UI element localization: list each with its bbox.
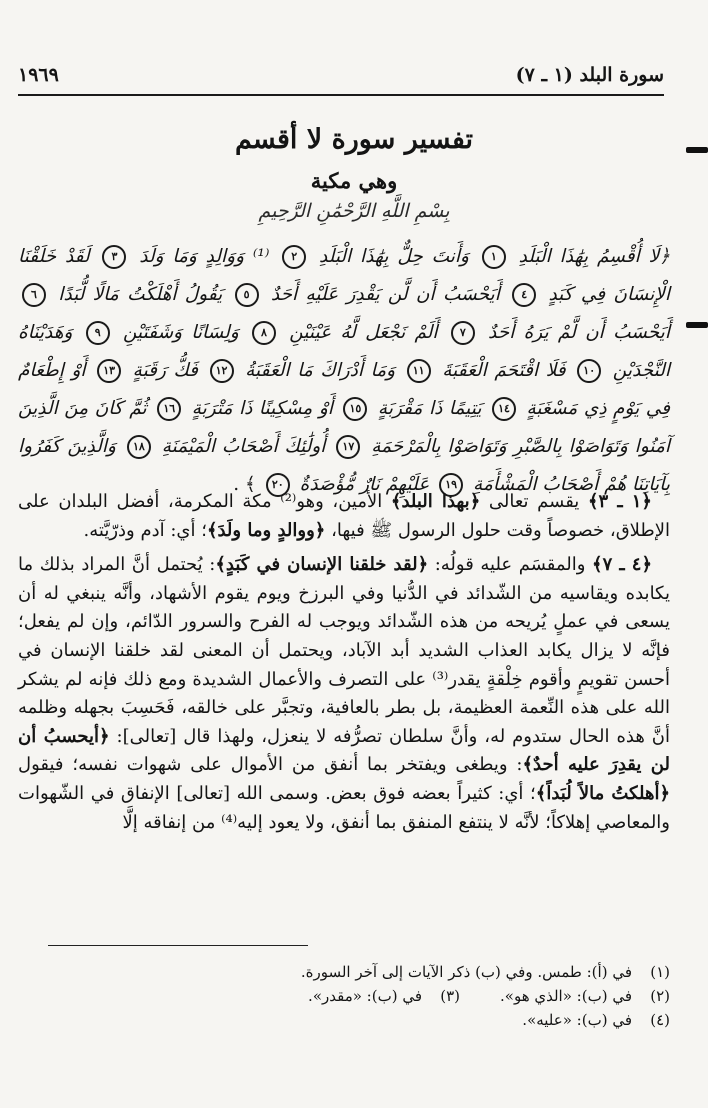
verse-number-marker: ١٧: [336, 435, 360, 459]
page-number: ١٩٦٩: [18, 64, 59, 86]
verse-text: فَلَا اقْتَحَمَ الْعَقَبَةَ: [434, 360, 566, 381]
basmala: بِسْمِ اللَّهِ الرَّحْمَٰنِ الرَّحِيمِ: [258, 200, 450, 222]
verse-text: فَكُّ رَقَبَةٍ: [125, 360, 198, 381]
footnote-text: في (ب): «مقدر».: [308, 987, 422, 1005]
margin-mark: [686, 322, 708, 328]
verse-text: ﴿لَا أُقْسِمُ بِهَٰذَا الْبَلَدِ: [509, 246, 670, 267]
verse-text: وَلِسَانًا وَشَفَتَيْنِ: [113, 322, 239, 343]
quoted-verse: ﴿لقد خلقنا الإنسان في كَبَدٍ﴾: [215, 554, 429, 576]
footnote-text: في (ب): «عليه».: [522, 1011, 632, 1029]
verse-number-marker: ١٨: [127, 435, 151, 459]
footnote-number: (١): [650, 963, 670, 981]
commentary: [18, 488, 670, 843]
footnote-text: في (ب): «الذي هو».: [500, 987, 632, 1005]
footnote-number: (٢): [650, 987, 670, 1005]
footnote-number: (٣): [440, 987, 460, 1005]
verse-number-marker: ١٦: [157, 397, 181, 421]
verse-text: ثُمَّ كَانَ مِنَ الَّذِينَ آمَنُوا وَتَوَاصَوْا بِالصَّبْرِ وَتَوَاصَوْا بِالْمَرْحَمَةِ: [18, 398, 671, 457]
verse-range: ﴿٤ ـ ٧﴾: [592, 554, 652, 576]
verse-text: وَأَنتَ حِلٌّ بِهَٰذَا الْبَلَدِ: [310, 246, 469, 267]
verse-text: وَمَا أَدْرَاكَ مَا الْعَقَبَةُ: [237, 360, 396, 381]
margin-mark: [686, 147, 708, 153]
verse-text: أَلَمْ نَجْعَل لَّهُ عَيْنَيْنِ: [280, 322, 438, 343]
commentary-text: الأمين، وهو⁽²⁾ مكة المكرمة، أفضل البلدان على الإطلاق، خصوصاً وقت حلول الرسول ﷺ فيها،: [18, 491, 670, 541]
footnote: [308, 984, 460, 1008]
quoted-verse: ﴿أهلكتُ مالاً لُبَداً﴾: [535, 782, 670, 804]
page-subtitle: وهي مكية: [310, 168, 398, 193]
quoted-verse: ﴿ووالدٍ وما ولَدَ﴾: [206, 519, 326, 541]
commentary-text: يقسم تعالى: [488, 491, 580, 512]
quoted-verse: ﴿أيحسبُ أن لن يقدِرَ عليه أحدٌ﴾: [18, 725, 670, 776]
page-title: تفسير سورة لا أقسم: [234, 124, 474, 155]
verse-text: أُولَٰئِكَ أَصْحَابُ الْمَيْمَنَةِ: [154, 436, 326, 457]
verse-number-marker: ٧: [451, 321, 475, 345]
verse-number-marker: ٦: [22, 283, 46, 307]
commentary-paragraph: [18, 551, 670, 837]
verse-number-marker: ٤: [512, 283, 536, 307]
verse-text: عَلَيْهِمْ نَارٌ مُّؤْصَدَةٌ: [293, 474, 430, 495]
quoted-verse: ﴿بهذا البلد﴾: [390, 491, 481, 512]
footnote-text: في (أ): طمس. وفي (ب) ذكر الآيات إلى آخر السورة.: [300, 963, 632, 981]
verse-number-marker: ١: [482, 245, 506, 269]
commentary-paragraph: [18, 488, 670, 545]
verse-number-marker: ٥: [235, 283, 259, 307]
footnotes: [18, 960, 670, 1032]
verse-number-marker: ١٠: [577, 359, 601, 383]
footnote: [18, 960, 670, 984]
verse-number-marker: ١٩: [439, 473, 463, 497]
running-header: [18, 62, 664, 88]
commentary-text: : يُحتمل أنَّ المراد بذلك ما يكابده ويقاسيه من الشّدائد في الدُّنيا وفي البرزخ ويوم يقوم الأشهاد، وأنَّه ينبغي له أن يسعى في عملٍ يُريحه من هذه الشّدائد ويوجب له الفرح والسرور الدّائم، وإن لم يفعل؛ فإنَّه لا يزال يكابد العذاب الشديد أبد الآباد، ويحتمل أن المعنى لقد خلقنا الإنسان في أحسن تقويمٍ وأقوم خِلْقةٍ يقدر⁽³⁾ على التصرف والأعمال الشديدة ومع ذلك فإنه لم يشكر الله على هذه النِّعمة العظيمة، بل بطر بالعافية، وتجبَّر على خالقه، فَحَسِبَ بجهله وظلمه أنَّ هذه الحال ستدوم له، وأنَّ سلطان تصرُّفه لا ينعزل، ولهذا قال [تعالى]:: [18, 554, 670, 747]
verse-text: أَوْ إِطْعَامٌ فِي يَوْمٍ ذِي مَسْغَبَةٍ: [18, 360, 670, 419]
verse-text: لَقَدْ خَلَقْنَا الْإِنسَانَ فِي كَبَدٍ: [18, 246, 671, 305]
verse-number-marker: ٢٠: [266, 473, 290, 497]
verse-number-marker: ٣: [102, 245, 126, 269]
verse-text: وَهَدَيْنَاهُ النَّجْدَيْنِ: [18, 322, 671, 381]
verse-number-marker: ١١: [407, 359, 431, 383]
verse-number-marker: ٨: [252, 321, 276, 345]
verse-number-marker: ٢: [282, 245, 306, 269]
verses-end-ornament: ﴾ .: [233, 474, 256, 495]
footnote: [18, 1008, 670, 1032]
verse-number-marker: ١٤: [492, 397, 516, 421]
verse-number-marker: ٩: [86, 321, 110, 345]
verse-range: ﴿١ ـ ٣﴾: [587, 491, 652, 512]
verse-number-marker: ١٢: [210, 359, 234, 383]
commentary-text: ؛ أي: آدم وذرّيَّته.: [83, 519, 207, 541]
footnote-rule: [48, 945, 308, 946]
commentary-text: : ويطغى ويفتخر بما أنفق من الأموال على شهوات نفسه؛ فيقول: [18, 754, 523, 776]
commentary-text: والمقسَم عليه قولُه:: [434, 554, 586, 576]
footnote-row: [18, 984, 670, 1008]
commentary-text: ؛ أي: كثيراً بعضه فوق بعض. وسمى الله [تعالى] الإنفاق في الشّهوات والمعاصي إهلاكاً؛ لأنَّه لا ينتفع المنفق بما أنفق، ولا يعود إليه⁽⁴⁾ من إنفاقه إلَّا: [18, 782, 670, 833]
verses-block: [18, 238, 670, 504]
header-rule: [18, 94, 664, 96]
verse-number-marker: ١٥: [343, 397, 367, 421]
verse-text: أَوْ مِسْكِينًا ذَا مَتْرَبَةٍ: [185, 398, 333, 419]
surah-reference: سورة البلد (١ ـ ٧): [515, 64, 664, 86]
verse-text: أَيَحْسَبُ أَن لَّمْ يَرَهُ أَحَدٌ: [478, 322, 670, 343]
verse-text: وَالَّذِينَ كَفَرُوا بِآيَاتِنَا هُمْ أَصْحَابُ الْمَشْأَمَةِ: [18, 436, 670, 495]
verse-text: يَقُولُ أَهْلَكْتُ مَالًا لُّبَدًا: [50, 284, 223, 305]
verse-text: يَتِيمًا ذَا مَقْرَبَةٍ: [371, 398, 482, 419]
verse-text: ⁽¹⁾ وَوَالِدٍ وَمَا وَلَدَ: [130, 246, 270, 267]
verse-number-marker: ١٣: [97, 359, 121, 383]
footnote: [500, 984, 670, 1008]
footnote-number: (٤): [650, 1011, 670, 1029]
verse-text: أَيَحْسَبُ أَن لَّن يَقْدِرَ عَلَيْهِ أَحَدٌ: [262, 284, 500, 305]
